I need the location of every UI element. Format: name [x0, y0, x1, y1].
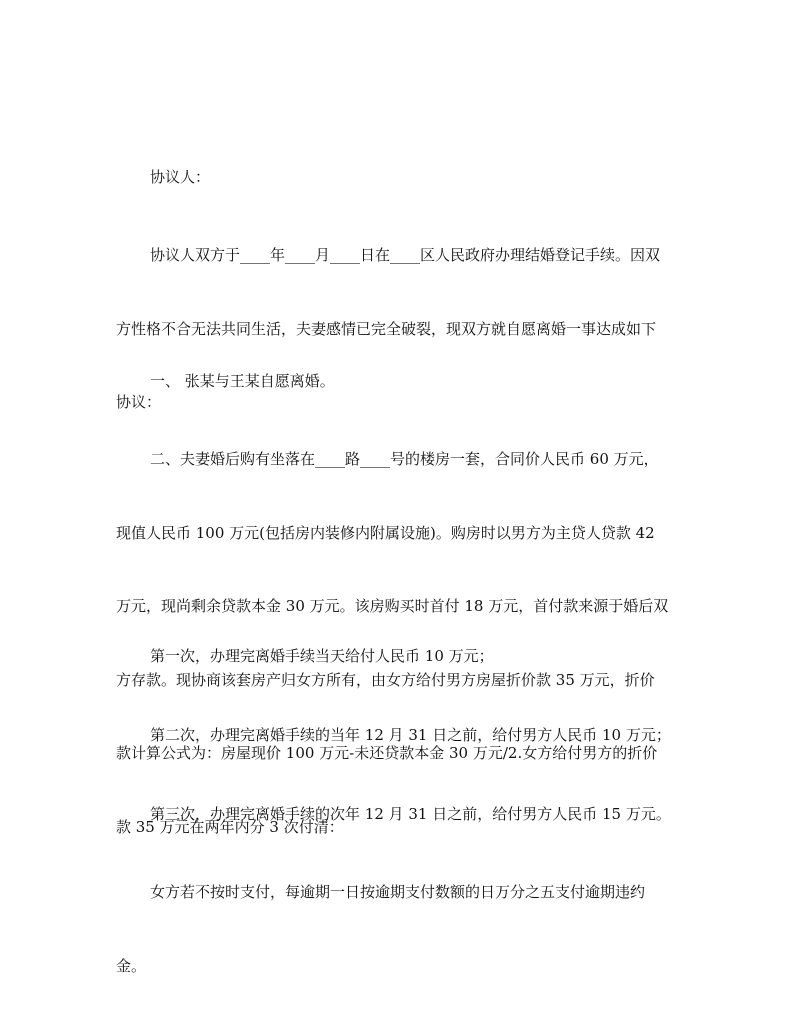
clause-2-line: 二、夫妻婚后购有坐落在____路____号的楼房一套，合同价人民币 60 万元， [150, 450, 659, 468]
payment-3-text: 第三次，办理完离婚手续的次年 12 月 31 日之前，给付男方人民币 15 万元。 [150, 805, 671, 823]
intro-line: 协议人双方于____年____月____日在____区人民政府办理结婚登记手续。因双 [150, 246, 661, 264]
penalty-line: 金。 [116, 956, 147, 975]
payment-1-text: 第一次，办理完离婚手续当天给付人民币 10 万元； [150, 647, 494, 665]
clause-2-line: 万元，现尚剩余贷款本金 30 万元。该房购买时首付 18 万元，首付款来源于婚后双 [116, 597, 669, 615]
payment-2-text: 第二次，办理完离婚手续的当年 12 月 31 日之前，给付男方人民币 10 万元； [150, 726, 671, 744]
clause-2-line: 现值人民币 100 万元(包括房内装修内附属设施)。购房时以男方为主贷人贷款 42 [116, 523, 655, 542]
clause-2-line: 方存款。现协商该套房产归女方所有，由女方给付男方房屋折价款 35 万元，折价 [116, 670, 655, 689]
clause-1-text: 一、 张某与王某自愿离婚。 [150, 372, 335, 390]
penalty-line: 女方若不按时支付，每逾期一日按逾期支付数额的日万分之五支付逾期违约 [150, 883, 646, 901]
clause-2-line: 款计算公式为：房屋现价 100 万元-未还贷款本金 30 万元/2.女方给付男方的折价 [116, 744, 658, 762]
clause-2-line: 款 35 万元在两年内分 3 次付清： [116, 817, 344, 836]
penalty-paragraph [116, 831, 676, 1027]
parties-label-text: 协议人： [150, 168, 211, 186]
intro-line: 协议： [116, 393, 162, 411]
intro-line: 方性格不合无法共同生活，夫妻感情已完全破裂，现双方就自愿离婚一事达成如下 [116, 319, 657, 338]
